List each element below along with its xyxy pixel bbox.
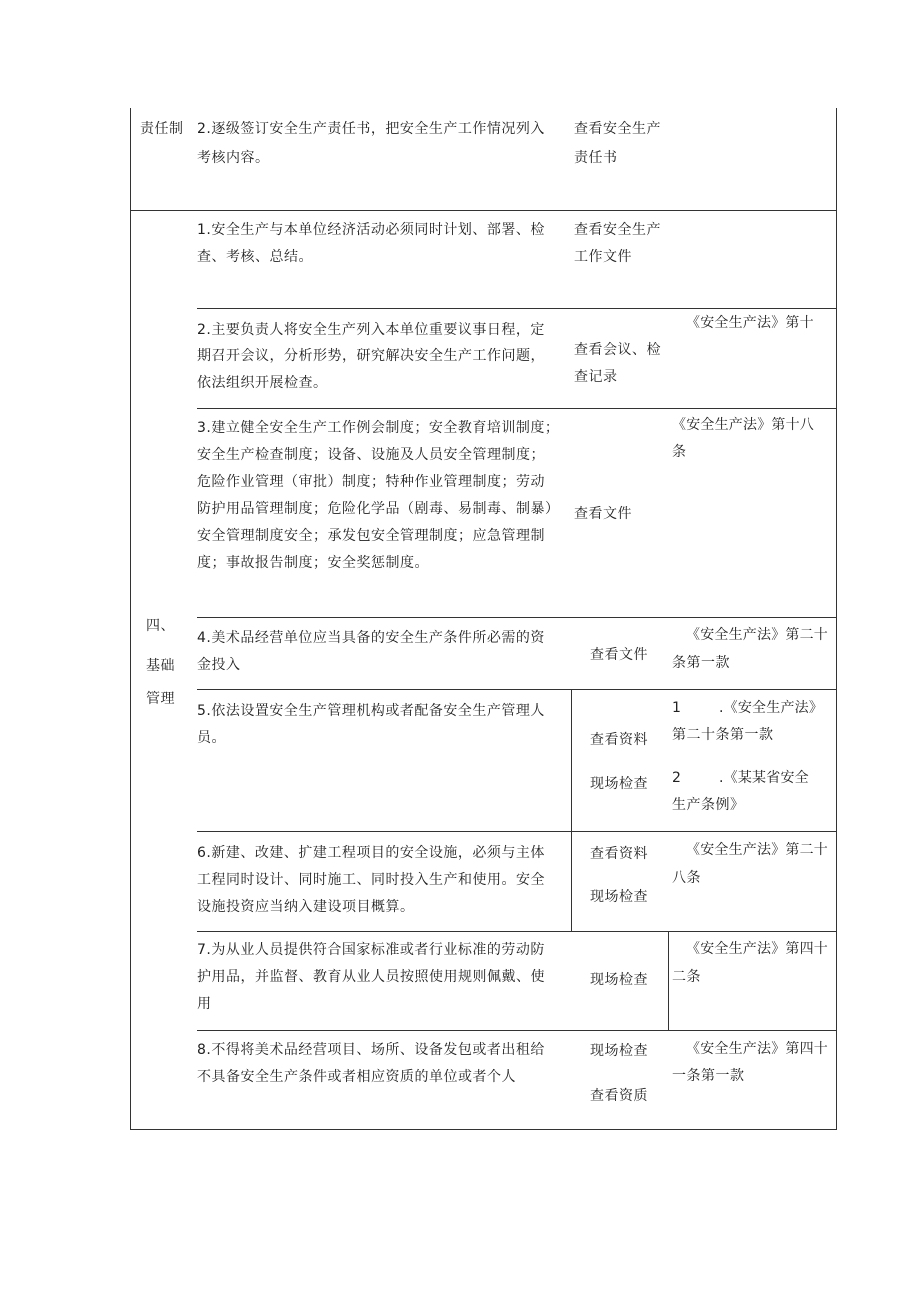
item-5-basis: .《某某省安全 <box>719 770 809 786</box>
item-2-method: 查记录 <box>574 369 618 385</box>
item-5-basis: 第二十条第一款 <box>672 727 774 743</box>
item-5-basis: 2 <box>672 770 682 786</box>
item-7-line: 护用品，并监督、教育从业人员按照使用规则佩戴、使 <box>197 969 545 985</box>
table-bottom-border <box>130 1129 837 1130</box>
method-line: 责任书 <box>574 150 618 166</box>
item-5-basis: .《安全生产法》 <box>719 700 824 716</box>
item-6-method: 查看资料 <box>590 846 648 862</box>
item-8-method: 查看资质 <box>590 1088 648 1104</box>
item-4-line: 4.美术品经营单位应当具备的安全生产条件所必需的资 <box>197 630 545 646</box>
item-6-line: 6.新建、改建、扩建工程项目的安全设施，必须与主体 <box>197 845 545 861</box>
item-3-line: 危险作业管理（审批）制度；特种作业管理制度；劳动 <box>197 474 545 490</box>
column-divider-method <box>571 689 572 931</box>
item-1-line: 1.安全生产与本单位经济活动必须同时计划、部署、检 <box>197 222 545 238</box>
item-4-line: 金投入 <box>197 657 241 673</box>
item-6-line: 设施投资应当纳入建设项目概算。 <box>197 899 415 915</box>
item-3-line: 安全管理制度安全；承发包安全管理制度；应急管理制 <box>197 528 545 544</box>
item-5-line: 5.依法设置安全生产管理机构或者配备安全生产管理人 <box>197 703 545 719</box>
item-8-line: 不具备安全生产条件或者相应资质的单位或者个人 <box>197 1069 516 1085</box>
item-5-basis: 生产条例》 <box>672 797 745 813</box>
method-line: 查看安全生产 <box>574 121 661 137</box>
item-1-method: 工作文件 <box>574 249 632 265</box>
item-2-basis: 《安全生产法》第十 <box>686 315 814 331</box>
section-divider <box>130 210 837 211</box>
item-2-method: 查看会议、检 <box>574 342 661 358</box>
item-1-method: 查看安全生产 <box>574 222 661 238</box>
item-8-basis: 一条第一款 <box>672 1068 745 1084</box>
item-6-basis: 《安全生产法》第二十 <box>686 842 828 858</box>
item-3-line: 安全生产检查制度；设备、设施及人员安全管理制度； <box>197 447 545 463</box>
section-number: 四、 <box>146 618 175 634</box>
item-4-basis: 条第一款 <box>672 655 730 671</box>
row-divider-6 <box>197 931 837 932</box>
section-title-line: 基础 <box>146 658 175 674</box>
item-3-line: 度；事故报告制度；安全奖惩制度。 <box>197 555 429 571</box>
row-divider-4 <box>197 689 837 690</box>
item-5-method: 查看资料 <box>590 732 648 748</box>
item-2-line: 2.主要负责人将安全生产列入本单位重要议事日程，定 <box>197 322 545 338</box>
item-4-basis: 《安全生产法》第二十 <box>686 627 828 643</box>
row-divider-5 <box>197 831 837 832</box>
item-5-method: 现场检查 <box>590 776 648 792</box>
table-left-border <box>130 108 131 1130</box>
item-4-method: 查看文件 <box>590 647 648 663</box>
item-line: 考核内容。 <box>197 150 270 166</box>
item-7-line: 用 <box>197 996 212 1012</box>
item-7-method: 现场检查 <box>590 972 648 988</box>
item-5-basis: 1 <box>672 700 682 716</box>
item-5-line: 员。 <box>197 730 226 746</box>
item-2-line: 期召开会议，分析形势，研究解决安全生产工作问题， <box>197 348 545 364</box>
item-8-method: 现场检查 <box>590 1043 648 1059</box>
item-1-line: 查、考核、总结。 <box>197 249 313 265</box>
item-7-basis: 二条 <box>672 969 701 985</box>
row-divider-2 <box>197 408 837 409</box>
item-3-line: 防护用品管理制度；危险化学品（剧毒、易制毒、制暴） <box>197 501 560 517</box>
column-divider-basis <box>668 931 669 1030</box>
item-7-basis: 《安全生产法》第四十 <box>686 941 828 957</box>
table-right-border <box>836 108 837 1130</box>
category-label: 责任制 <box>140 121 184 137</box>
item-6-basis: 八条 <box>672 870 701 886</box>
item-3-method: 查看文件 <box>574 506 632 522</box>
item-2-line: 依法组织开展检查。 <box>197 375 328 391</box>
row-divider-3 <box>197 617 837 618</box>
item-6-line: 工程同时设计、同时施工、同时投入生产和使用。安全 <box>197 872 545 888</box>
item-6-method: 现场检查 <box>590 889 648 905</box>
item-3-basis: 条 <box>672 444 687 460</box>
section-title-line: 管理 <box>146 691 175 707</box>
item-line: 2.逐级签订安全生产责任书，把安全生产工作情况列入 <box>197 121 545 137</box>
item-3-basis: 《安全生产法》第十八 <box>672 417 814 433</box>
item-3-line: 3.建立健全安全生产工作例会制度；安全教育培训制度； <box>197 420 560 436</box>
item-7-line: 7.为从业人员提供符合国家标准或者行业标准的劳动防 <box>197 942 545 958</box>
row-divider-7 <box>197 1030 837 1031</box>
item-8-line: 8.不得将美术品经营项目、场所、设备发包或者出租给 <box>197 1042 545 1058</box>
item-8-basis: 《安全生产法》第四十 <box>686 1041 828 1057</box>
